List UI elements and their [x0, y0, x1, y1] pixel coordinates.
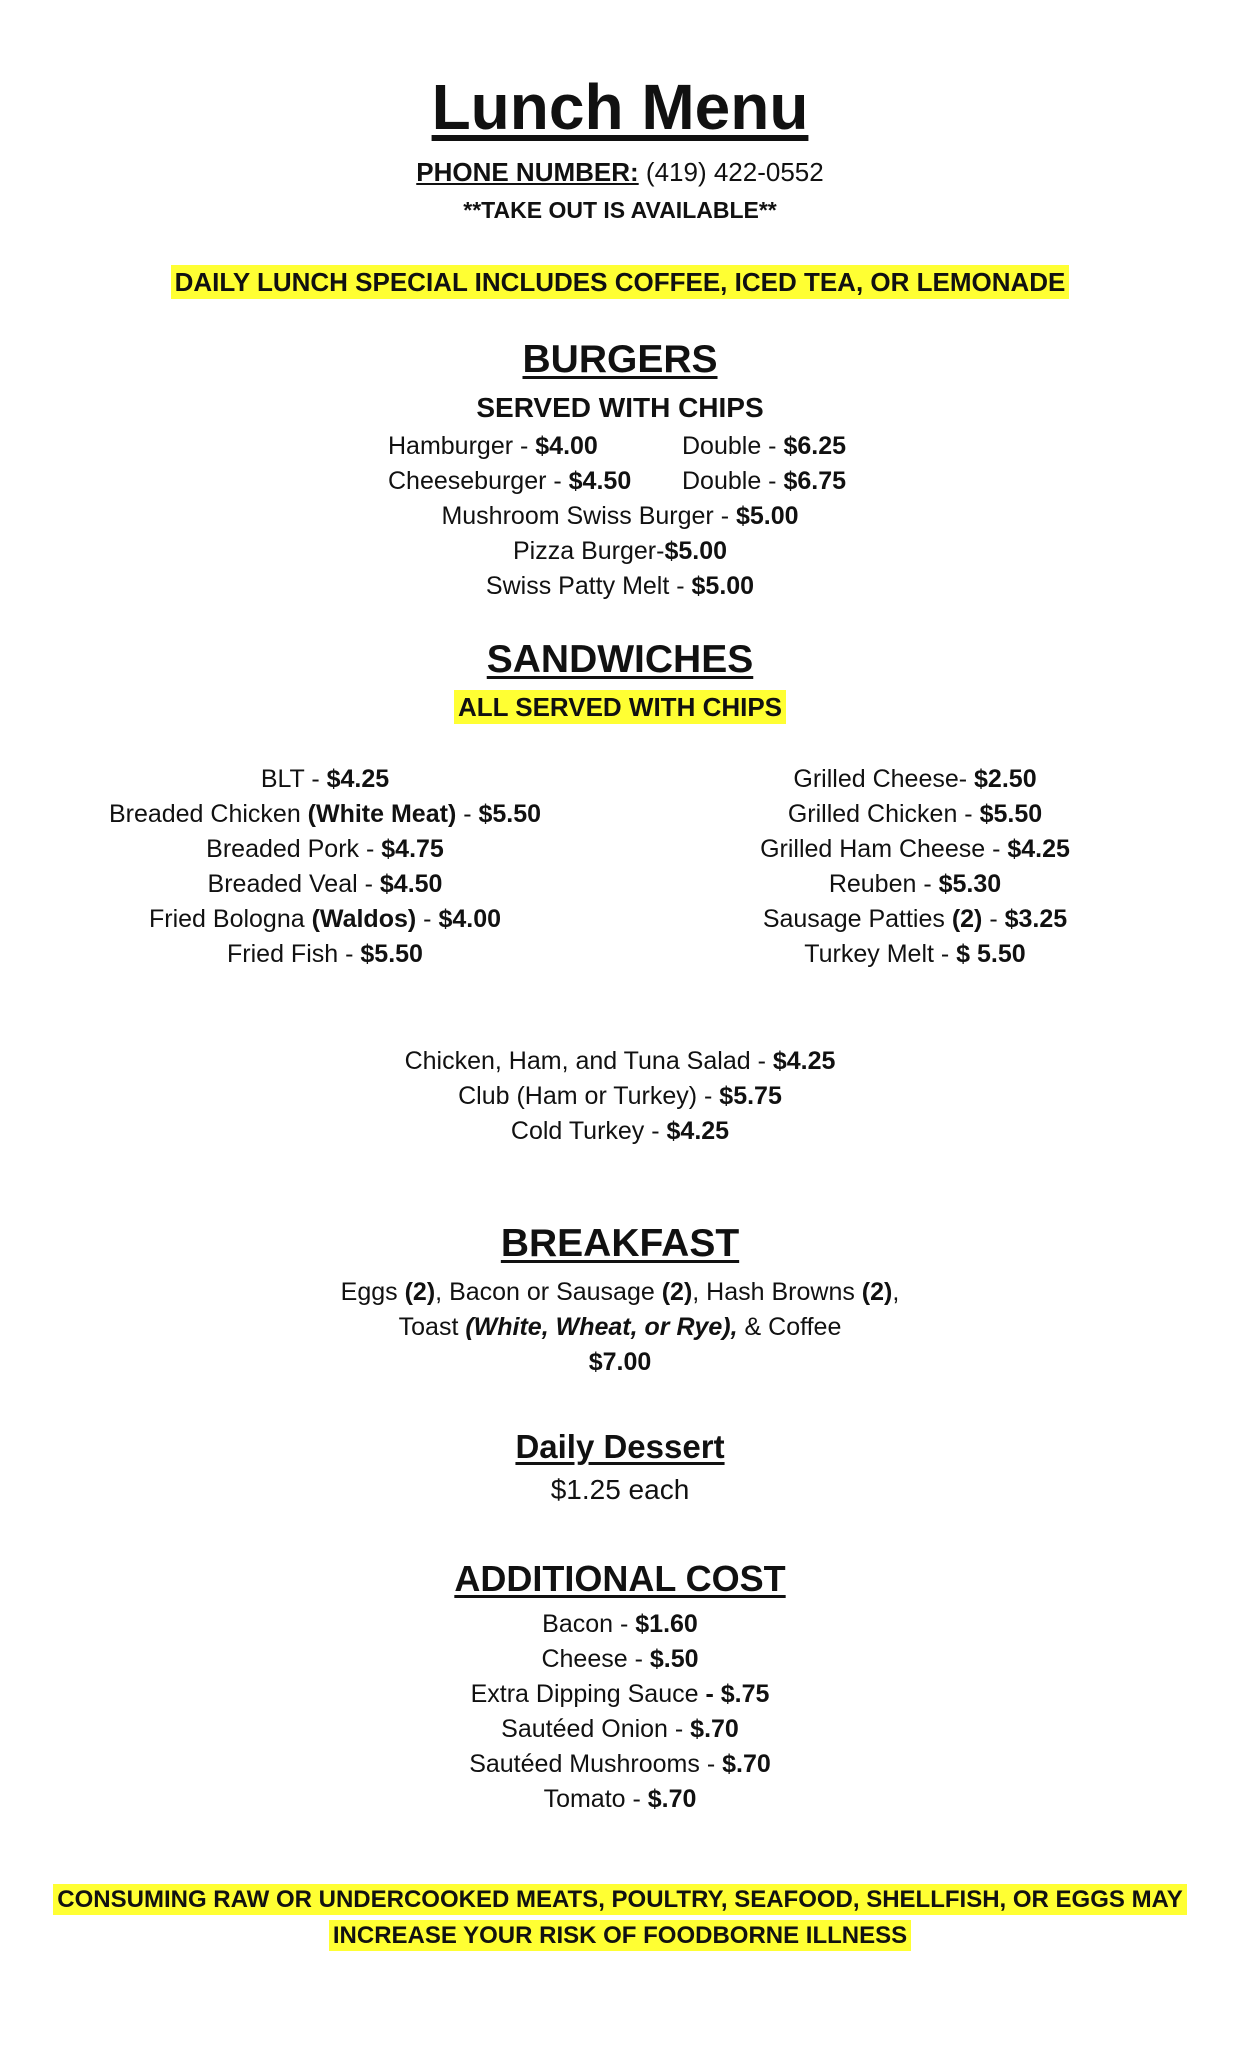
menu-item-hamburger	[388, 429, 598, 464]
menu-item: Cold Turkey - $4.25	[510, 1117, 730, 1145]
breakfast-description	[0, 1275, 1240, 1380]
lunch-special-text: DAILY LUNCH SPECIAL INCLUDES COFFEE, ICED TEA, OR LEMONADE	[171, 265, 1070, 299]
menu-item: Extra Dipping Sauce - $.75	[470, 1680, 770, 1708]
menu-item-cheeseburger	[388, 464, 631, 499]
menu-item: Grilled Chicken - $5.50	[787, 800, 1043, 828]
menu-item: Mushroom Swiss Burger - $5.00	[441, 502, 799, 530]
menu-item-double-cheeseburger	[682, 464, 846, 499]
item-price: $6.75	[783, 467, 847, 495]
item-name: Double -	[682, 432, 784, 460]
menu-item: Chicken, Ham, and Tuna Salad - $4.25	[404, 1047, 836, 1075]
menu-item: Reuben - $5.30	[828, 870, 1002, 898]
burgers-list	[0, 499, 1240, 604]
sandwiches-left-column	[70, 762, 580, 972]
item-name: Double -	[682, 467, 784, 495]
phone-label: PHONE NUMBER:	[416, 157, 639, 187]
menu-item: Sausage Patties (2) - $3.25	[762, 905, 1068, 933]
sandwiches-right-column	[700, 762, 1130, 972]
menu-item-double-hamburger	[682, 429, 846, 464]
sandwiches-subtitle-wrap	[0, 692, 1240, 723]
menu-item: Breaded Pork - $4.75	[206, 835, 444, 863]
menu-item: Turkey Melt - $ 5.50	[804, 940, 1026, 968]
phone-line	[0, 157, 1240, 188]
lunch-special-banner	[0, 267, 1240, 298]
warning-line-2: INCREASE YOUR RISK OF FOODBORNE ILLNESS	[329, 1920, 911, 1951]
item-price: $6.25	[783, 432, 847, 460]
menu-item: Tomato - $.70	[543, 1785, 697, 1813]
menu-item: Breaded Chicken (White Meat) - $5.50	[108, 800, 542, 828]
menu-item: Sautéed Onion - $.70	[501, 1715, 739, 1743]
warning-line-1: CONSUMING RAW OR UNDERCOOKED MEATS, POULTRY, SEAFOOD, SHELLFISH, OR EGGS MAY	[53, 1884, 1186, 1915]
breakfast-line-2: Toast (White, Wheat, or Rye), & Coffee	[398, 1313, 842, 1341]
menu-item: Grilled Cheese- $2.50	[793, 765, 1037, 793]
menu-item: Bacon - $1.60	[542, 1610, 698, 1638]
dessert-price: $1.25 each	[550, 1474, 690, 1505]
dessert-heading: Daily Dessert	[515, 1428, 725, 1465]
phone-number[interactable]: (419) 422-0552	[638, 157, 824, 187]
item-price: $4.00	[535, 432, 598, 460]
additional-cost-heading: ADDITIONAL COST	[454, 1558, 786, 1599]
page-title: Lunch Menu	[431, 71, 809, 143]
menu-item: Grilled Ham Cheese - $4.25	[760, 835, 1070, 863]
breakfast-price: $7.00	[588, 1348, 652, 1376]
sandwiches-center-list	[0, 1044, 1240, 1149]
breakfast-heading: BREAKFAST	[500, 1222, 740, 1265]
burgers-heading: BURGERS	[522, 338, 718, 381]
menu-item: Breaded Veal - $4.50	[207, 870, 443, 898]
menu-item: Sautéed Mushrooms - $.70	[469, 1750, 771, 1778]
menu-item: Club (Ham or Turkey) - $5.75	[458, 1082, 782, 1110]
food-safety-warning	[0, 1882, 1240, 1954]
item-name: Cheeseburger -	[388, 467, 569, 495]
additional-cost-list	[0, 1607, 1240, 1817]
menu-item: Fried Fish - $5.50	[227, 940, 423, 968]
item-price: $4.50	[568, 467, 632, 495]
menu-item: Swiss Patty Melt - $5.00	[485, 572, 755, 600]
takeout-note: **TAKE OUT IS AVAILABLE**	[463, 197, 777, 223]
sandwiches-subtitle: ALL SERVED WITH CHIPS	[454, 690, 786, 724]
menu-item: Cheese - $.50	[541, 1645, 699, 1673]
menu-item: Fried Bologna (Waldos) - $4.00	[148, 905, 501, 933]
burgers-subtitle: SERVED WITH CHIPS	[476, 392, 764, 423]
sandwiches-heading: SANDWICHES	[486, 638, 754, 681]
menu-item: BLT - $4.25	[260, 765, 390, 793]
menu-item: Pizza Burger-$5.00	[512, 537, 727, 565]
breakfast-line-1: Eggs (2), Bacon or Sausage (2), Hash Browns (2),	[340, 1278, 900, 1306]
item-name: Hamburger -	[388, 432, 536, 460]
